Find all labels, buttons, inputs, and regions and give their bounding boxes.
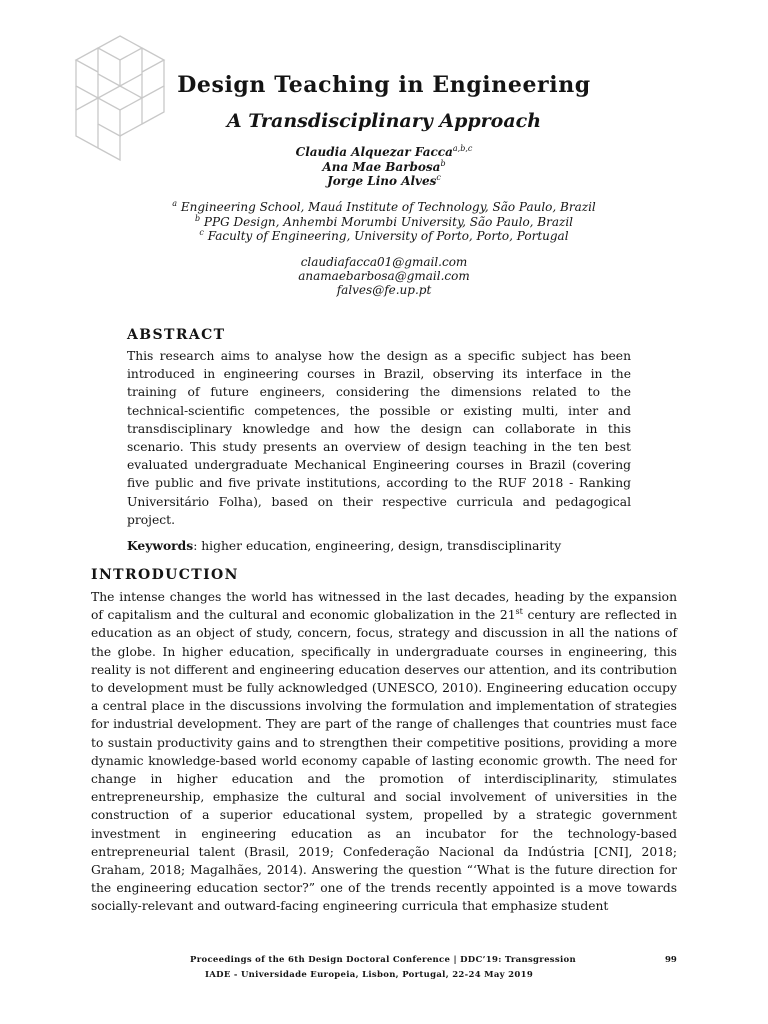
author-2: Ana Mae Barbosa$^b$	[322, 158, 446, 174]
email-3[interactable]: falves@fe.up.pt	[336, 283, 432, 297]
affiliation-list	[0, 200, 768, 244]
email-2[interactable]: anamaebarbosa@gmail.com	[298, 269, 470, 283]
footer-venue: IADE - Universidade Europeia, Lisbon, Portugal, 22-24 May 2019	[205, 970, 534, 980]
introduction-body: The intense changes the world has witnessed in the last decades, heading by the expansion of capitalism and the cultural and economic globalization in the 21st century are reflected in education as an object of study, concern, focus, strategy and discussion in all the nations of the globe. In higher education, specifically in undergraduate courses in engineering, this reality is not different and engineering education deserves our attention, and its contribution to development must be fully acknowledged (UNESCO, 2010). Engineering education occupy a central place in the discussions involving the formulation and implementation of strategies for industrial development. They are part of the range of challenges that countries must face to sustain productivity gains and to strengthen their competitive positions, providing a more dynamic knowledge-based world economy capable of lasting economic growth. The need for change in higher education and the promotion of interdisciplinarity, stimulates entrepreneurship, emphasize the cultural and social involvement of universities in the construction of a superior educational system, propelled by a strategic government investment in engineering education as an incubator for the technology-based entrepreneurial talent (Brasil, 2019; Confederação Nacional da Indústria [CNI], 2018; Graham, 2018; Magalhães, 2014). Answering the question “‘What is the future direction for the engineering education sector?” one of the trends recently appointed is a move towards socially-relevant and outward-facing engineering curricula that emphasize student	[91, 590, 677, 914]
abstract-heading: ABSTRACT	[127, 327, 226, 343]
keywords-text: : higher education, engineering, design, transdisciplinarity	[193, 539, 562, 553]
affiliation-a: $^a$ Engineering School, Mauá Institute of Technology, São Paulo, Brazil	[172, 199, 596, 214]
keywords-label: Keywords	[127, 538, 194, 553]
author-3: Jorge Lino Alves$^c$	[327, 173, 441, 188]
footer-proceedings: Proceedings of the 6th Design Doctoral Conference | DDC’19: Transgression	[190, 955, 576, 965]
affiliation-b: $^b$ PPG Design, Anhembi Morumbi University, São Paulo, Brazil	[194, 213, 574, 229]
paper-title: Design Teaching in Engineering	[177, 72, 591, 98]
author-list	[0, 145, 768, 189]
page-number: 99	[665, 955, 677, 965]
email-1[interactable]: claudiafacca01@gmail.com	[300, 255, 468, 269]
email-list	[0, 255, 768, 297]
paper-subtitle: A Transdisciplinary Approach	[226, 110, 542, 132]
author-1: Claudia Alquezar Facca$^{a,b,c}$	[295, 144, 473, 159]
introduction-heading: INTRODUCTION	[91, 567, 239, 583]
affiliation-c: $^c$ Faculty of Engineering, University of Porto, Porto, Portugal	[199, 228, 569, 243]
keywords	[127, 537, 631, 555]
abstract-body: This research aims to analyse how the design as a specific subject has been introduced in engineering courses in Brazil, observing its interface in the training of future engineers, considering the dimensions related to the technical-scientific competences, the possible or existing multi, inter and transdisciplinary knowledge and how the design can collaborate in this scenario. This study presents an overview of design teaching in the ten best evaluated undergraduate Mechanical Engineering courses in Brazil (covering five public and five private institutions, according to the RUF 2018 - Ranking Universitário Folha), based on their respective curricula and pedagogical project.	[127, 349, 631, 527]
